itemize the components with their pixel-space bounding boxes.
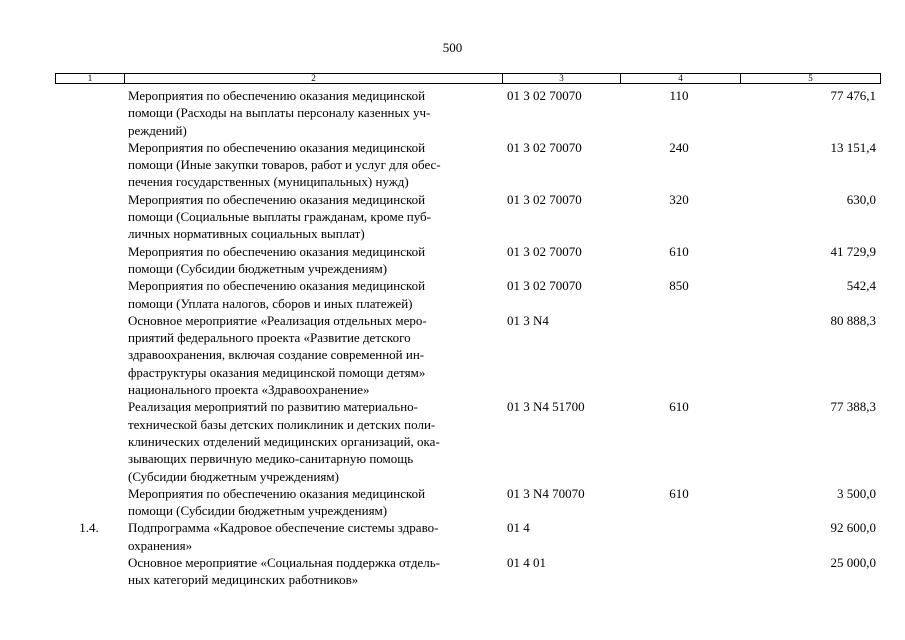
column-header-1: 1 bbox=[87, 73, 93, 83]
row-amount: 77 388,3 bbox=[830, 399, 876, 415]
row-code: 01 3 02 70070 bbox=[507, 243, 582, 259]
description-line: помощи (Расходы на выплаты персоналу казенных уч- bbox=[128, 105, 431, 121]
table-row bbox=[55, 554, 881, 589]
description-line: приятий федерального проекта «Развитие детского bbox=[128, 330, 411, 346]
table-row bbox=[55, 139, 881, 191]
row-expense-type: 240 bbox=[669, 139, 689, 155]
table-row bbox=[55, 243, 881, 278]
description-line: помощи (Субсидии бюджетным учреждениям) bbox=[128, 503, 388, 519]
table-body bbox=[55, 87, 881, 589]
table-row bbox=[55, 87, 881, 139]
description-line: помощи (Субсидии бюджетным учреждениям) bbox=[128, 260, 388, 276]
row-description bbox=[128, 243, 498, 278]
row-code: 01 3 N4 bbox=[507, 312, 549, 328]
description-line: Основное мероприятие «Реализация отдельных меро- bbox=[128, 312, 427, 328]
description-line: (Субсидии бюджетным учреждениям) bbox=[128, 468, 339, 484]
description-line: Мероприятия по обеспечению оказания медицинской bbox=[128, 88, 426, 103]
description-line: охранения» bbox=[128, 537, 193, 553]
page-number: 500 bbox=[442, 40, 463, 55]
description-line: зывающих первичную медико-санитарную помощь bbox=[128, 451, 414, 467]
description-line: личных нормативных социальных выплат) bbox=[128, 226, 365, 242]
row-description bbox=[128, 87, 498, 139]
row-expense-type: 850 bbox=[669, 278, 689, 294]
row-code: 01 4 01 bbox=[507, 555, 546, 571]
row-description bbox=[128, 139, 498, 191]
description-line: технической базы детских поликлиник и детских поли- bbox=[128, 416, 436, 432]
row-amount: 630,0 bbox=[846, 191, 876, 207]
description-line: помощи (Уплата налогов, сборов и иных платежей) bbox=[128, 295, 413, 311]
row-expense-type: 110 bbox=[669, 88, 689, 103]
row-code: 01 3 02 70070 bbox=[507, 191, 582, 207]
description-line: печения государственных (муниципальных) нужд) bbox=[128, 174, 409, 190]
row-amount: 92 600,0 bbox=[830, 520, 876, 536]
description-line: Мероприятия по обеспечению оказания медицинской bbox=[128, 191, 426, 207]
description-line: Мероприятия по обеспечению оказания медицинской bbox=[128, 485, 426, 501]
row-amount: 13 151,4 bbox=[830, 139, 876, 155]
table-row bbox=[55, 398, 881, 484]
description-line: Мероприятия по обеспечению оказания медицинской bbox=[128, 278, 426, 294]
table-row bbox=[55, 312, 881, 398]
row-description bbox=[128, 485, 498, 520]
row-description bbox=[128, 191, 498, 243]
description-line: Мероприятия по обеспечению оказания медицинской bbox=[128, 139, 426, 155]
description-line: помощи (Социальные выплаты гражданам, кроме пуб- bbox=[128, 209, 431, 225]
table-header bbox=[55, 73, 881, 84]
row-code: 01 3 02 70070 bbox=[507, 139, 582, 155]
row-code: 01 4 bbox=[507, 520, 530, 536]
description-line: Реализация мероприятий по развитию материально- bbox=[128, 399, 418, 415]
row-code: 01 3 02 70070 bbox=[507, 88, 582, 103]
row-expense-type: 610 bbox=[669, 243, 689, 259]
row-code: 01 3 N4 51700 bbox=[507, 399, 585, 415]
row-amount: 77 476,1 bbox=[830, 88, 876, 103]
row-description bbox=[128, 519, 498, 554]
row-number: 1.4. bbox=[79, 520, 99, 536]
table-row bbox=[55, 485, 881, 520]
description-line: ных категорий медицинских работников» bbox=[128, 572, 359, 588]
description-line: фраструктуры оказания медицинской помощи детям» bbox=[128, 364, 426, 380]
description-line: Мероприятия по обеспечению оказания медицинской bbox=[128, 243, 426, 259]
row-description bbox=[128, 277, 498, 312]
row-code: 01 3 02 70070 bbox=[507, 278, 582, 294]
row-expense-type: 320 bbox=[669, 191, 689, 207]
row-amount: 25 000,0 bbox=[830, 555, 876, 571]
description-line: клинических отделений медицинских организаций, ока- bbox=[128, 433, 440, 449]
row-expense-type: 610 bbox=[669, 485, 689, 501]
description-line: национального проекта «Здравоохранение» bbox=[128, 382, 370, 398]
row-description bbox=[128, 312, 498, 398]
description-line: помощи (Иные закупки товаров, работ и услуг для обес- bbox=[128, 157, 441, 173]
column-header-2: 2 bbox=[124, 74, 502, 83]
row-amount: 3 500,0 bbox=[837, 485, 876, 501]
column-header-3: 3 bbox=[502, 74, 620, 83]
description-line: здравоохранения, включая создание современной ин- bbox=[128, 347, 425, 363]
description-line: Подпрограмма «Кадровое обеспечение системы здраво- bbox=[128, 520, 439, 536]
table-row bbox=[55, 191, 881, 243]
description-line: реждений) bbox=[128, 122, 187, 138]
row-code: 01 3 N4 70070 bbox=[507, 485, 585, 501]
row-expense-type: 610 bbox=[669, 399, 689, 415]
column-header-4: 4 bbox=[620, 74, 740, 83]
table-row bbox=[55, 519, 881, 554]
row-amount: 41 729,9 bbox=[830, 243, 876, 259]
row-description bbox=[128, 398, 498, 484]
table-row bbox=[55, 277, 881, 312]
description-line: Основное мероприятие «Социальная поддержка отдель- bbox=[128, 555, 440, 571]
row-amount: 542,4 bbox=[846, 278, 876, 294]
row-description bbox=[128, 554, 498, 589]
column-header-5: 5 bbox=[740, 74, 880, 83]
row-amount: 80 888,3 bbox=[830, 312, 876, 328]
